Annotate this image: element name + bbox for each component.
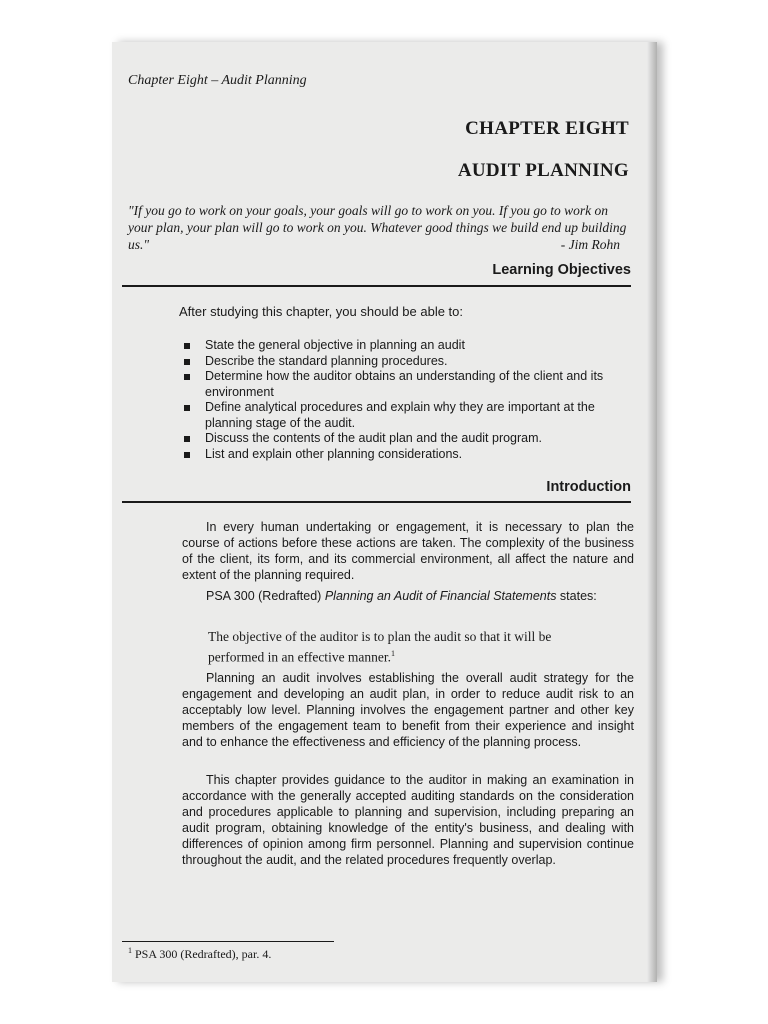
epigraph-author: - Jim Rohn <box>560 237 620 252</box>
block-quote: The objective of the auditor is to plan the audit so that it will be performed in an effective manner.$^1$ <box>208 629 552 665</box>
epigraph-text: "If you go to work on your goals, your goals will go to work on you. If you go to work on your plan, your plan will go to work on you. Whatever good things we build end up building us." <box>128 203 627 252</box>
objectives-list <box>179 338 634 462</box>
list-item: Describe the standard planning procedures. <box>179 354 634 370</box>
book-page <box>112 42 657 982</box>
learning-objectives-heading: Learning Objectives <box>492 262 631 278</box>
list-item: List and explain other planning considerations. <box>179 447 634 463</box>
list-item: Determine how the auditor obtains an understanding of the client and its environment <box>179 369 634 400</box>
standard-title: Planning an Audit of Financial Statements <box>324 589 557 603</box>
footnote-number: 1 <box>128 946 132 955</box>
section-divider <box>122 501 631 503</box>
chapter-number: CHAPTER EIGHT <box>465 118 629 139</box>
intro-paragraph-3: Planning an audit involves establishing the overall audit strategy for the engagement and developing an audit plan, in order to reduce audit risk to an acceptably low level. Planning involves the engagement partner and other key members of the engagement team to benefit from their experience and insight and to enhance the effectiveness and efficiency of the planning process. <box>182 671 634 749</box>
intro-paragraph-4: This chapter provides guidance to the auditor in making an examination in accordance with the generally accepted auditing standards on the consideration and procedures applicable to planning and supervision, including preparing an audit program, obtaining knowledge of the entity's business, and dealing with differences of opinion among firm personnel. Planning and supervision continue throughout the audit, and the related procedures frequently overlap. <box>182 773 634 867</box>
chapter-title: AUDIT PLANNING <box>457 160 629 181</box>
introduction-heading: Introduction <box>546 479 631 495</box>
footnote-text: PSA 300 (Redrafted), par. 4. <box>132 947 272 961</box>
list-item: Define analytical procedures and explain why they are important at the planning stage of the audit. <box>179 400 634 431</box>
footnote-divider <box>122 941 334 942</box>
objectives-intro: After studying this chapter, you should be able to: <box>179 304 464 319</box>
epigraph <box>128 202 628 253</box>
list-item: Discuss the contents of the audit plan and the audit program. <box>179 431 634 447</box>
intro-paragraph-1: In every human undertaking or engagement, it is necessary to plan the course of actions before these actions are taken. The complexity of the business of the client, its form, and its commercial environment, all affect the nature and extent of the planning required. <box>182 520 634 582</box>
footnote <box>128 946 271 962</box>
list-item: State the general objective in planning an audit <box>179 338 634 354</box>
intro-paragraph-2: PSA 300 (Redrafted) Planning an Audit of Financial Statements states: <box>206 589 597 603</box>
section-divider <box>122 285 631 287</box>
footnote-marker: 1 <box>391 649 396 658</box>
running-head: Chapter Eight – Audit Planning <box>128 73 307 88</box>
